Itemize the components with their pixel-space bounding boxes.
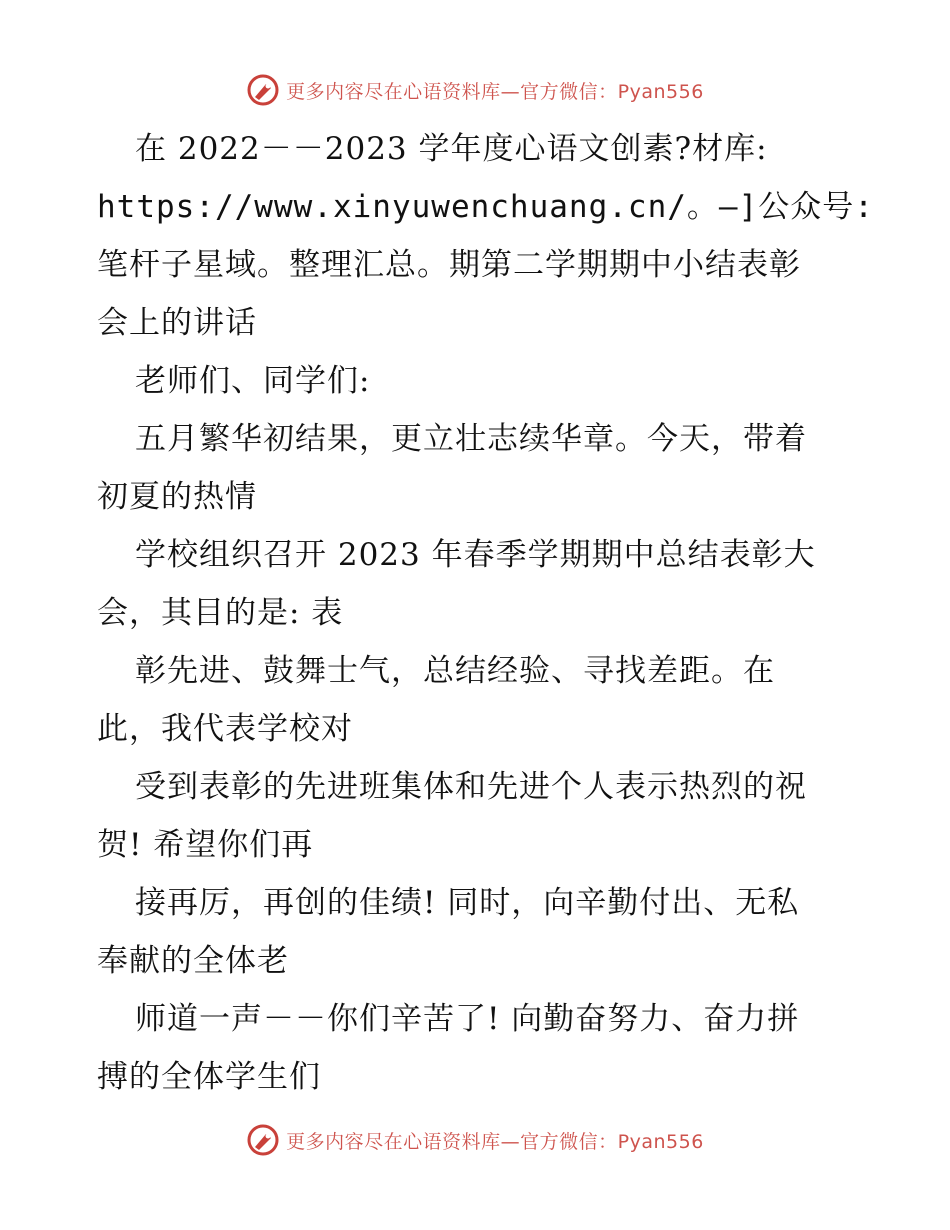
- paragraph-line: 受到表彰的先进班集体和先进个人表示热烈的祝: [135, 769, 807, 805]
- watermark-header: [0, 70, 950, 110]
- paragraph-line: 接再厉，再创的佳绩! 同时，向辛勤付出、无私: [135, 885, 800, 921]
- paragraph-line: 学校组织召开 2023 年春季学期期中总结表彰大: [135, 537, 816, 573]
- paragraph-line: 师道一声－－你们辛苦了! 向勤奋努力、奋力拼: [135, 1001, 800, 1037]
- salutation: 老师们、同学们:: [135, 363, 371, 399]
- paragraph-line: 初夏的热情: [97, 479, 257, 515]
- paragraph-line: 五月繁华初结果，更立壮志续华章。今天，带着: [135, 421, 807, 457]
- paragraph-line: 会，其目的是: 表: [97, 595, 344, 631]
- paragraph-line: 搏的全体学生们: [97, 1059, 321, 1095]
- watermark-footer: [0, 1120, 950, 1160]
- paragraph-line: 此，我代表学校对: [97, 711, 353, 747]
- paragraph-line: 贺! 希望你们再: [97, 827, 314, 863]
- document-body: [97, 120, 874, 1106]
- watermark-text: 更多内容尽在心语资料库—官方微信：Pyan556: [286, 1130, 704, 1153]
- paragraph-line: https://www.xinyuwenchuang.cn/。—]公众号:: [97, 189, 874, 225]
- watermark-text: 更多内容尽在心语资料库—官方微信：Pyan556: [286, 80, 704, 103]
- paragraph-line: 会上的讲话: [97, 305, 257, 341]
- paragraph-line: 笔杆子星域。整理汇总。期第二学期期中小结表彰: [97, 247, 801, 283]
- pen-nib-logo-icon: [246, 73, 280, 107]
- paragraph-line: 彰先进、鼓舞士气，总结经验、寻找差距。在: [135, 653, 775, 689]
- paragraph-line: 在 2022－－2023 学年度心语文创素?材库:: [135, 131, 768, 167]
- pen-nib-logo-icon: [246, 1123, 280, 1157]
- paragraph-line: 奉献的全体老: [97, 943, 289, 979]
